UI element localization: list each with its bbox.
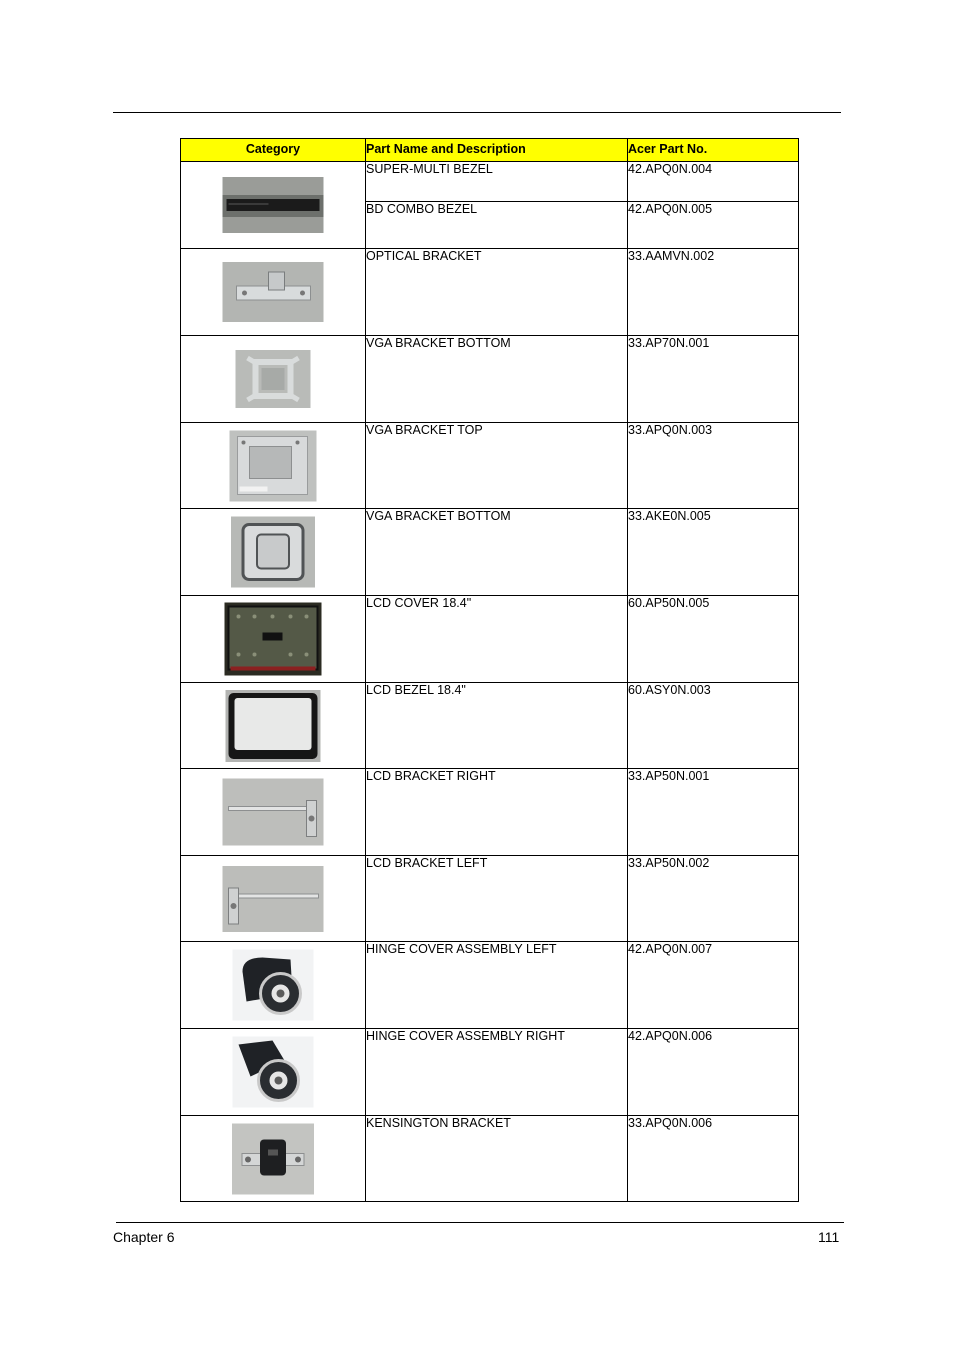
table-row xyxy=(181,769,799,856)
optical-bracket-photo xyxy=(223,262,324,322)
part-image-cell xyxy=(181,596,366,683)
part-number: 33.APQ0N.003 xyxy=(628,423,799,509)
part-name: HINGE COVER ASSEMBLY LEFT xyxy=(366,942,628,1029)
part-number: 33.AP50N.001 xyxy=(628,769,799,856)
vga-bracket-bottom-photo xyxy=(236,350,311,408)
part-number: 33.AP70N.001 xyxy=(628,336,799,423)
part-name: KENSINGTON BRACKET xyxy=(366,1116,628,1202)
part-image-cell xyxy=(181,1029,366,1116)
header-rule xyxy=(113,112,841,113)
part-number: 60.AP50N.005 xyxy=(628,596,799,683)
table-row xyxy=(181,1116,799,1202)
part-image-cell xyxy=(181,249,366,336)
part-name: SUPER-MULTI BEZEL xyxy=(366,162,628,202)
table-row xyxy=(181,942,799,1029)
part-image-cell xyxy=(181,1116,366,1202)
table-row xyxy=(181,423,799,509)
hinge-cover-left-photo xyxy=(233,950,314,1021)
part-image-cell xyxy=(181,769,366,856)
column-header-category: Category xyxy=(181,139,366,162)
part-name: LCD BRACKET LEFT xyxy=(366,856,628,942)
page-number: 111 xyxy=(818,1229,840,1245)
table-row xyxy=(181,596,799,683)
column-header-part-number: Acer Part No. xyxy=(628,139,799,162)
lcd-bracket-left-photo xyxy=(223,866,324,932)
part-number: 42.APQ0N.004 xyxy=(628,162,799,202)
lcd-bracket-right-photo xyxy=(223,779,324,846)
part-name: VGA BRACKET BOTTOM xyxy=(366,509,628,596)
lcd-bezel-photo xyxy=(226,690,321,762)
part-number: 42.APQ0N.006 xyxy=(628,1029,799,1116)
part-name: BD COMBO BEZEL xyxy=(366,202,628,249)
part-image-cell xyxy=(181,856,366,942)
vga-bracket-bottom-2-photo xyxy=(231,517,315,588)
part-number: 60.ASY0N.003 xyxy=(628,683,799,769)
parts-table xyxy=(180,138,799,1202)
part-number: 33.APQ0N.006 xyxy=(628,1116,799,1202)
part-name: VGA BRACKET BOTTOM xyxy=(366,336,628,423)
part-image-cell xyxy=(181,423,366,509)
part-name: HINGE COVER ASSEMBLY RIGHT xyxy=(366,1029,628,1116)
part-number: 33.AAMVN.002 xyxy=(628,249,799,336)
table-row xyxy=(181,509,799,596)
table-row xyxy=(181,683,799,769)
table-header-row xyxy=(181,139,799,162)
part-image-cell xyxy=(181,336,366,423)
hinge-cover-right-photo xyxy=(233,1037,314,1108)
part-number: 42.APQ0N.005 xyxy=(628,202,799,249)
table-row xyxy=(181,1029,799,1116)
part-name: VGA BRACKET TOP xyxy=(366,423,628,509)
column-header-part-name: Part Name and Description xyxy=(366,139,628,162)
part-number: 42.APQ0N.007 xyxy=(628,942,799,1029)
table-row xyxy=(181,856,799,942)
vga-bracket-top-photo xyxy=(230,430,317,501)
table-row xyxy=(181,162,799,202)
part-name: LCD COVER 18.4" xyxy=(366,596,628,683)
part-number: 33.AKE0N.005 xyxy=(628,509,799,596)
part-image-cell xyxy=(181,162,366,249)
part-image-cell xyxy=(181,509,366,596)
lcd-cover-photo xyxy=(225,603,322,676)
table-row xyxy=(181,249,799,336)
footer-rule xyxy=(116,1222,844,1223)
part-image-cell xyxy=(181,683,366,769)
part-number: 33.AP50N.002 xyxy=(628,856,799,942)
table-row xyxy=(181,336,799,423)
super-multi-bezel-photo xyxy=(223,177,324,233)
kensington-bracket-photo xyxy=(232,1123,314,1194)
part-image-cell xyxy=(181,942,366,1029)
part-name: OPTICAL BRACKET xyxy=(366,249,628,336)
footer-chapter: Chapter 6 xyxy=(113,1229,175,1245)
part-name: LCD BRACKET RIGHT xyxy=(366,769,628,856)
part-name: LCD BEZEL 18.4" xyxy=(366,683,628,769)
